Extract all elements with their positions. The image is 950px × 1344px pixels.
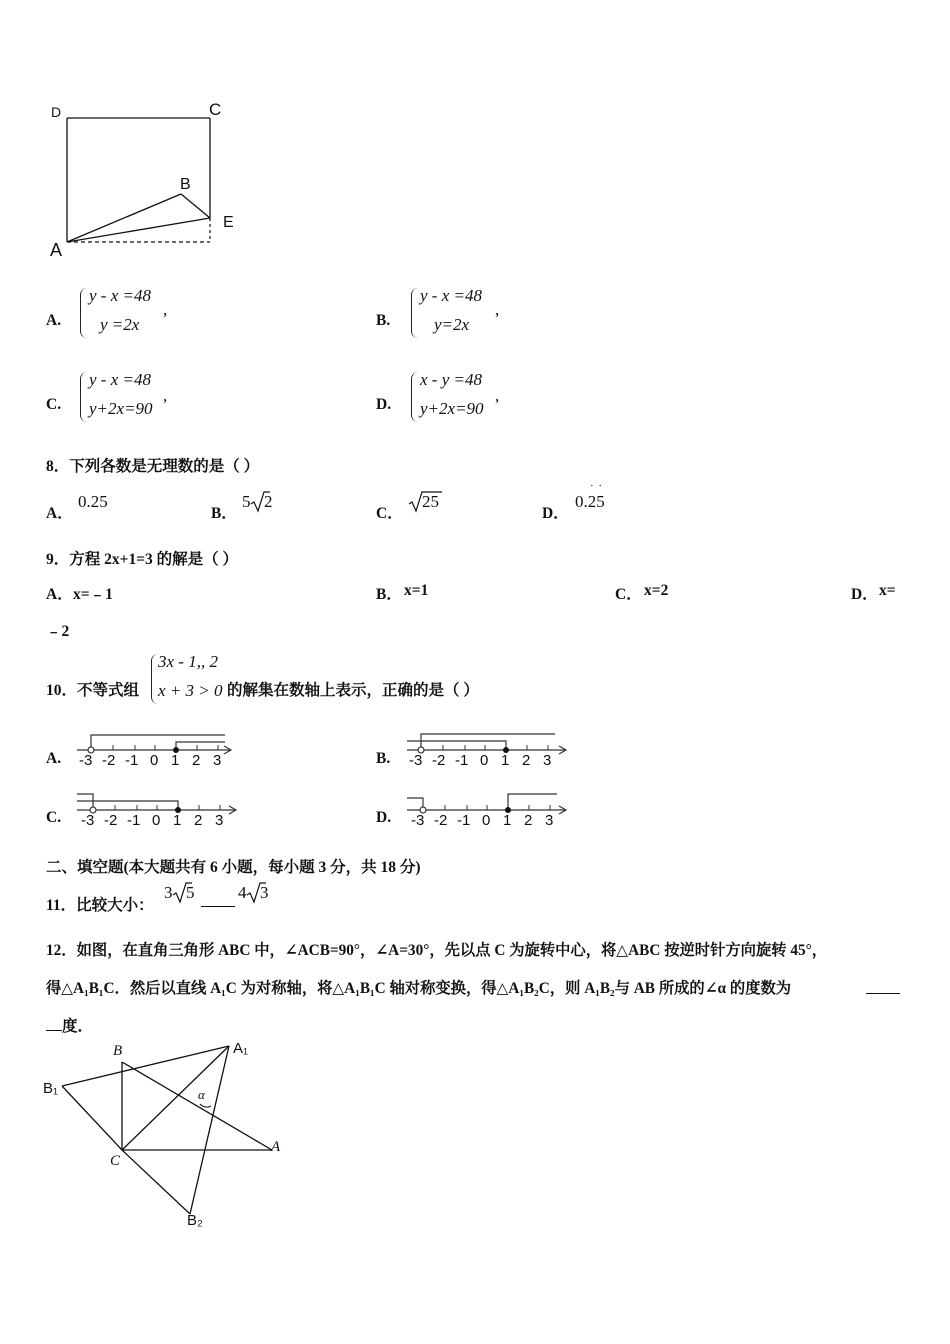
tick-label: 0 <box>150 752 159 769</box>
equation-line: y =2x <box>100 315 140 334</box>
option-text: x=﹣1 <box>73 586 113 603</box>
tick-label: -1 <box>127 812 141 829</box>
option-letter: A． <box>46 505 73 522</box>
option-letter: D． <box>851 586 878 603</box>
label-alpha: α <box>198 1087 205 1102</box>
equation-line: y - x =48 <box>89 286 151 305</box>
brace-icon <box>80 372 89 422</box>
label-A: A <box>271 1139 281 1155</box>
tick-label: -1 <box>457 812 471 829</box>
tick-label: 3 <box>215 812 224 829</box>
tick-label: 3 <box>543 752 552 769</box>
tick-label: 2 <box>524 812 533 829</box>
option-letter: A. <box>46 312 62 329</box>
number-line-d <box>405 790 585 820</box>
trailing-comma: , <box>163 300 168 319</box>
radical-coef: 5 <box>242 492 251 511</box>
label-B1: B₁ <box>43 1080 59 1097</box>
option-text: x=2 <box>644 582 669 599</box>
label-B: B <box>113 1043 123 1059</box>
equation-line: x - y =48 <box>420 370 482 389</box>
equation-line: y+2x=90 <box>420 399 484 418</box>
label-A1: A₁ <box>233 1040 249 1057</box>
option-letter: B． <box>211 505 237 522</box>
figure-rectangle-lines <box>0 0 950 270</box>
tick-label: 3 <box>545 812 554 829</box>
equation-line: y+2x=90 <box>89 399 153 418</box>
option-text: x=1 <box>404 582 429 599</box>
option-letter: D. <box>376 809 392 826</box>
equation-line: y=2x <box>434 315 470 334</box>
tick-label: 2 <box>522 752 531 769</box>
label-A: A <box>50 240 63 260</box>
label-E: E <box>223 214 234 231</box>
tick-label: 1 <box>503 812 512 829</box>
q10-suffix: 的解集在数轴上表示，正确的是（ ） <box>227 682 479 699</box>
radicand: 25 <box>422 492 439 511</box>
radicand: 3 <box>260 883 269 902</box>
inequality-line: 3x - 1,, 2 <box>158 652 218 671</box>
option-letter: A． <box>46 586 73 603</box>
q8-stem: 8．下列各数是无理数的是（ ） <box>46 458 260 475</box>
tick-label: 0 <box>152 812 161 829</box>
tick-label: -3 <box>411 812 425 829</box>
option-letter: B． <box>376 586 402 603</box>
trailing-comma: , <box>495 386 500 405</box>
q9-stem: 9．方程 2x+1=3 的解是（ ） <box>46 551 239 568</box>
q10-prefix: 10．不等式组 <box>46 682 140 699</box>
tick-label: -1 <box>125 752 139 769</box>
q12-line2: 得△A₁B₁C．然后以直线 A₁C 为对称轴，将△A₁B₁C 轴对称变换，得△A₁B₂C，则 A₁B₂与 AB 所成的∠α 的度数为 <box>46 980 792 997</box>
option-letter: C. <box>46 396 62 413</box>
option-letter: D. <box>376 396 392 413</box>
number-line-c <box>75 790 255 820</box>
tick-label: 0 <box>482 812 491 829</box>
q12-line1: 12．如图，在直角三角形 ABC 中，∠ACB=90°，∠A=30°，先以点 C 为旋转中心，将△ABC 按逆时针方向旋转 45°， <box>46 942 828 959</box>
trailing-comma: , <box>163 386 168 405</box>
option-text: x= <box>879 582 896 599</box>
tick-label: -3 <box>79 752 93 769</box>
tick-label: 1 <box>501 752 510 769</box>
label-C: C <box>209 100 222 119</box>
tick-label: -3 <box>409 752 423 769</box>
label-C: C <box>110 1153 121 1169</box>
tick-label: 0 <box>480 752 489 769</box>
equation-line: y - x =48 <box>420 286 482 305</box>
option-letter: B. <box>376 312 391 329</box>
repeating-decimal: 0.25 <box>575 492 605 511</box>
option-letter: C． <box>615 586 642 603</box>
q11-stem: 11．比较大小： <box>46 897 154 914</box>
inequality-line: x + 3 > 0 <box>158 681 223 700</box>
tick-label: 1 <box>171 752 180 769</box>
repeat-dots: · · <box>590 480 604 492</box>
radicand: 5 <box>186 883 195 902</box>
equation-line: y - x =48 <box>89 370 151 389</box>
option-text-wrap: ﹣2 <box>46 623 70 640</box>
tick-label: -3 <box>81 812 95 829</box>
option-letter: D． <box>542 505 569 522</box>
section-title: 二、填空题(本大题共有 6 小题，每小题 3 分，共 18 分) <box>46 859 421 876</box>
option-letter: A. <box>46 750 62 767</box>
tick-label: 1 <box>173 812 182 829</box>
answer-blank-continued[interactable] <box>46 1012 62 1031</box>
option-letter: C. <box>46 809 62 826</box>
tick-label: -2 <box>102 752 116 769</box>
answer-blank[interactable] <box>866 975 900 994</box>
tick-label: 3 <box>213 752 222 769</box>
label-B: B <box>180 176 191 193</box>
tick-label: -2 <box>104 812 118 829</box>
number-value: 0.25 <box>78 492 108 511</box>
tick-label: -2 <box>434 812 448 829</box>
label-B2: B₂ <box>187 1212 203 1229</box>
q12-line3: 度． <box>62 1018 94 1035</box>
option-letter: B. <box>376 750 391 767</box>
tick-label: -1 <box>455 752 469 769</box>
option-letter: C． <box>376 505 403 522</box>
trailing-comma: , <box>495 300 500 319</box>
brace-icon <box>411 372 420 422</box>
brace-icon <box>411 288 420 338</box>
radical-coef: 3 <box>164 883 173 902</box>
tick-label: 2 <box>194 812 203 829</box>
brace-icon <box>80 288 89 338</box>
answer-blank[interactable] <box>201 890 235 907</box>
radicand: 2 <box>264 492 273 511</box>
tick-label: 2 <box>192 752 201 769</box>
radical-coef: 4 <box>238 883 247 902</box>
label-D: D <box>51 104 62 120</box>
tick-label: -2 <box>432 752 446 769</box>
